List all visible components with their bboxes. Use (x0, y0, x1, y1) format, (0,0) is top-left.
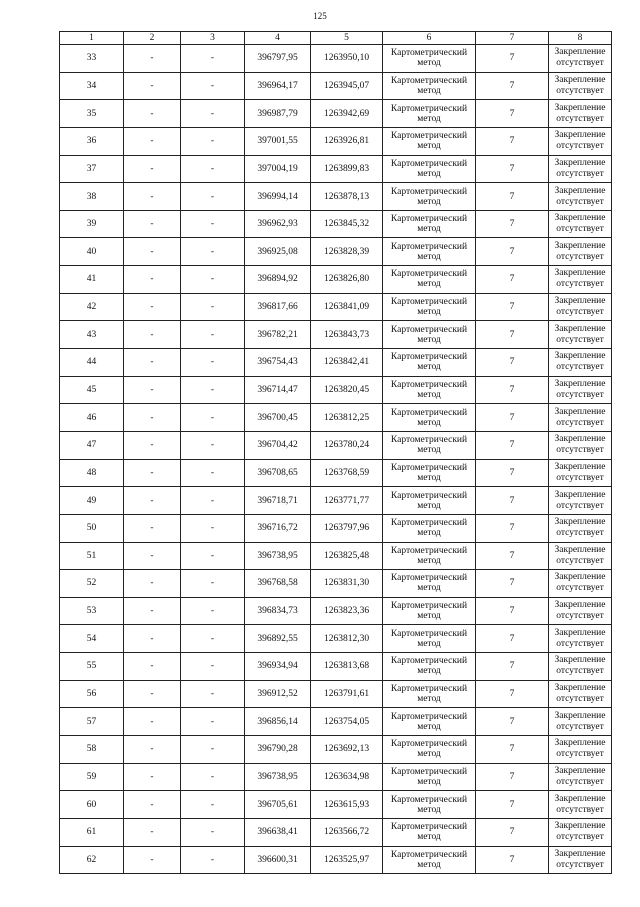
col2-cell: - (124, 72, 181, 100)
col2-cell: - (124, 183, 181, 211)
accuracy-cell: 7 (476, 210, 549, 238)
method-cell: Картометрический метод (383, 763, 476, 791)
point-number-cell: 47 (60, 431, 124, 459)
col2-cell: - (124, 127, 181, 155)
method-cell: Картометрический метод (383, 459, 476, 487)
accuracy-cell: 7 (476, 238, 549, 266)
table-row (60, 376, 612, 404)
method-cell: Картометрический метод (383, 266, 476, 294)
table-row (60, 183, 612, 211)
col3-cell: - (181, 404, 245, 432)
col2-cell: - (124, 266, 181, 294)
x-coordinate-cell: 396894,92 (245, 266, 311, 294)
x-coordinate-cell: 396856,14 (245, 708, 311, 736)
method-cell: Картометрический метод (383, 45, 476, 73)
method-cell: Картометрический метод (383, 625, 476, 653)
table-row (60, 321, 612, 349)
method-cell: Картометрический метод (383, 680, 476, 708)
x-coordinate-cell: 396704,42 (245, 431, 311, 459)
accuracy-cell: 7 (476, 72, 549, 100)
table-row (60, 45, 612, 73)
col2-cell: - (124, 846, 181, 874)
y-coordinate-cell: 1263899,83 (311, 155, 383, 183)
method-cell: Картометрический метод (383, 514, 476, 542)
accuracy-cell: 7 (476, 404, 549, 432)
x-coordinate-cell: 396768,58 (245, 570, 311, 598)
accuracy-cell: 7 (476, 321, 549, 349)
method-cell: Картометрический метод (383, 376, 476, 404)
y-coordinate-cell: 1263926,81 (311, 127, 383, 155)
col3-cell: - (181, 459, 245, 487)
table-row (60, 818, 612, 846)
accuracy-cell: 7 (476, 431, 549, 459)
y-coordinate-cell: 1263841,09 (311, 293, 383, 321)
col3-cell: - (181, 293, 245, 321)
col2-cell: - (124, 431, 181, 459)
y-coordinate-cell: 1263812,30 (311, 625, 383, 653)
accuracy-cell: 7 (476, 349, 549, 377)
col2-cell: - (124, 487, 181, 515)
col2-cell: - (124, 404, 181, 432)
x-coordinate-cell: 396782,21 (245, 321, 311, 349)
table-header-row (60, 32, 612, 45)
point-number-cell: 60 (60, 791, 124, 819)
col3-cell: - (181, 321, 245, 349)
method-cell: Картометрический метод (383, 597, 476, 625)
accuracy-cell: 7 (476, 653, 549, 681)
y-coordinate-cell: 1263843,73 (311, 321, 383, 349)
col2-cell: - (124, 763, 181, 791)
fixing-cell: Закрепление отсутствует (549, 321, 612, 349)
accuracy-cell: 7 (476, 846, 549, 874)
method-cell: Картометрический метод (383, 293, 476, 321)
point-number-cell: 43 (60, 321, 124, 349)
coordinates-table (59, 31, 612, 874)
col3-cell: - (181, 266, 245, 294)
point-number-cell: 45 (60, 376, 124, 404)
col2-cell: - (124, 736, 181, 764)
col3-cell: - (181, 72, 245, 100)
point-number-cell: 48 (60, 459, 124, 487)
col2-cell: - (124, 680, 181, 708)
col3-cell: - (181, 238, 245, 266)
y-coordinate-cell: 1263797,96 (311, 514, 383, 542)
x-coordinate-cell: 396925,08 (245, 238, 311, 266)
x-coordinate-cell: 397001,55 (245, 127, 311, 155)
y-coordinate-cell: 1263826,80 (311, 266, 383, 294)
point-number-cell: 53 (60, 597, 124, 625)
y-coordinate-cell: 1263828,39 (311, 238, 383, 266)
fixing-cell: Закрепление отсутствует (549, 791, 612, 819)
method-cell: Картометрический метод (383, 349, 476, 377)
col3-cell: - (181, 45, 245, 73)
table-row (60, 542, 612, 570)
col2-cell: - (124, 708, 181, 736)
x-coordinate-cell: 396738,95 (245, 763, 311, 791)
fixing-cell: Закрепление отсутствует (549, 72, 612, 100)
y-coordinate-cell: 1263845,32 (311, 210, 383, 238)
point-number-cell: 57 (60, 708, 124, 736)
point-number-cell: 52 (60, 570, 124, 598)
point-number-cell: 51 (60, 542, 124, 570)
fixing-cell: Закрепление отсутствует (549, 487, 612, 515)
y-coordinate-cell: 1263780,24 (311, 431, 383, 459)
point-number-cell: 50 (60, 514, 124, 542)
col2-cell: - (124, 459, 181, 487)
fixing-cell: Закрепление отсутствует (549, 625, 612, 653)
column-header: 3 (181, 32, 245, 45)
y-coordinate-cell: 1263525,97 (311, 846, 383, 874)
table-row (60, 625, 612, 653)
x-coordinate-cell: 396700,45 (245, 404, 311, 432)
col3-cell: - (181, 597, 245, 625)
col3-cell: - (181, 210, 245, 238)
x-coordinate-cell: 396714,47 (245, 376, 311, 404)
y-coordinate-cell: 1263831,30 (311, 570, 383, 598)
column-header: 4 (245, 32, 311, 45)
table-row (60, 791, 612, 819)
col3-cell: - (181, 763, 245, 791)
y-coordinate-cell: 1263825,48 (311, 542, 383, 570)
accuracy-cell: 7 (476, 376, 549, 404)
accuracy-cell: 7 (476, 266, 549, 294)
point-number-cell: 38 (60, 183, 124, 211)
col2-cell: - (124, 293, 181, 321)
col2-cell: - (124, 570, 181, 598)
col2-cell: - (124, 653, 181, 681)
accuracy-cell: 7 (476, 127, 549, 155)
table-row (60, 155, 612, 183)
method-cell: Картометрический метод (383, 100, 476, 128)
x-coordinate-cell: 396964,17 (245, 72, 311, 100)
y-coordinate-cell: 1263820,45 (311, 376, 383, 404)
col2-cell: - (124, 155, 181, 183)
col2-cell: - (124, 597, 181, 625)
x-coordinate-cell: 396797,95 (245, 45, 311, 73)
y-coordinate-cell: 1263813,68 (311, 653, 383, 681)
table-row (60, 100, 612, 128)
table-row (60, 431, 612, 459)
col3-cell: - (181, 376, 245, 404)
y-coordinate-cell: 1263634,98 (311, 763, 383, 791)
col3-cell: - (181, 349, 245, 377)
accuracy-cell: 7 (476, 459, 549, 487)
point-number-cell: 49 (60, 487, 124, 515)
x-coordinate-cell: 396718,71 (245, 487, 311, 515)
fixing-cell: Закрепление отсутствует (549, 680, 612, 708)
fixing-cell: Закрепление отсутствует (549, 763, 612, 791)
table-row (60, 487, 612, 515)
point-number-cell: 35 (60, 100, 124, 128)
col3-cell: - (181, 183, 245, 211)
col3-cell: - (181, 155, 245, 183)
fixing-cell: Закрепление отсутствует (549, 570, 612, 598)
x-coordinate-cell: 396817,66 (245, 293, 311, 321)
x-coordinate-cell: 396738,95 (245, 542, 311, 570)
point-number-cell: 46 (60, 404, 124, 432)
y-coordinate-cell: 1263950,10 (311, 45, 383, 73)
x-coordinate-cell: 396994,14 (245, 183, 311, 211)
method-cell: Картометрический метод (383, 321, 476, 349)
point-number-cell: 56 (60, 680, 124, 708)
fixing-cell: Закрепление отсутствует (549, 183, 612, 211)
y-coordinate-cell: 1263812,25 (311, 404, 383, 432)
col2-cell: - (124, 100, 181, 128)
accuracy-cell: 7 (476, 542, 549, 570)
accuracy-cell: 7 (476, 183, 549, 211)
point-number-cell: 41 (60, 266, 124, 294)
point-number-cell: 36 (60, 127, 124, 155)
table-row (60, 597, 612, 625)
x-coordinate-cell: 396987,79 (245, 100, 311, 128)
fixing-cell: Закрепление отсутствует (549, 293, 612, 321)
fixing-cell: Закрепление отсутствует (549, 404, 612, 432)
point-number-cell: 59 (60, 763, 124, 791)
accuracy-cell: 7 (476, 680, 549, 708)
fixing-cell: Закрепление отсутствует (549, 100, 612, 128)
point-number-cell: 54 (60, 625, 124, 653)
table-row (60, 846, 612, 874)
x-coordinate-cell: 396892,55 (245, 625, 311, 653)
fixing-cell: Закрепление отсутствует (549, 210, 612, 238)
fixing-cell: Закрепление отсутствует (549, 238, 612, 266)
point-number-cell: 34 (60, 72, 124, 100)
fixing-cell: Закрепление отсутствует (549, 818, 612, 846)
col2-cell: - (124, 349, 181, 377)
page-number: 125 (313, 11, 327, 21)
table-row (60, 238, 612, 266)
fixing-cell: Закрепление отсутствует (549, 376, 612, 404)
method-cell: Картометрический метод (383, 127, 476, 155)
method-cell: Картометрический метод (383, 183, 476, 211)
table-row (60, 680, 612, 708)
x-coordinate-cell: 396912,52 (245, 680, 311, 708)
accuracy-cell: 7 (476, 708, 549, 736)
y-coordinate-cell: 1263771,77 (311, 487, 383, 515)
accuracy-cell: 7 (476, 763, 549, 791)
method-cell: Картометрический метод (383, 791, 476, 819)
fixing-cell: Закрепление отсутствует (549, 736, 612, 764)
point-number-cell: 61 (60, 818, 124, 846)
col2-cell: - (124, 542, 181, 570)
method-cell: Картометрический метод (383, 487, 476, 515)
y-coordinate-cell: 1263615,93 (311, 791, 383, 819)
accuracy-cell: 7 (476, 818, 549, 846)
point-number-cell: 44 (60, 349, 124, 377)
table-row (60, 127, 612, 155)
column-header: 5 (311, 32, 383, 45)
accuracy-cell: 7 (476, 625, 549, 653)
y-coordinate-cell: 1263791,61 (311, 680, 383, 708)
col3-cell: - (181, 127, 245, 155)
accuracy-cell: 7 (476, 514, 549, 542)
fixing-cell: Закрепление отсутствует (549, 127, 612, 155)
x-coordinate-cell: 396790,28 (245, 736, 311, 764)
method-cell: Картометрический метод (383, 155, 476, 183)
col3-cell: - (181, 791, 245, 819)
table-row (60, 708, 612, 736)
x-coordinate-cell: 396600,31 (245, 846, 311, 874)
x-coordinate-cell: 396705,61 (245, 791, 311, 819)
col3-cell: - (181, 846, 245, 874)
col2-cell: - (124, 210, 181, 238)
method-cell: Картометрический метод (383, 736, 476, 764)
col2-cell: - (124, 45, 181, 73)
fixing-cell: Закрепление отсутствует (549, 597, 612, 625)
column-header: 8 (549, 32, 612, 45)
table-row (60, 293, 612, 321)
table-row (60, 404, 612, 432)
fixing-cell: Закрепление отсутствует (549, 653, 612, 681)
col3-cell: - (181, 487, 245, 515)
table-row (60, 349, 612, 377)
column-header: 6 (383, 32, 476, 45)
col2-cell: - (124, 238, 181, 266)
col2-cell: - (124, 625, 181, 653)
accuracy-cell: 7 (476, 487, 549, 515)
col3-cell: - (181, 653, 245, 681)
x-coordinate-cell: 396934,94 (245, 653, 311, 681)
col2-cell: - (124, 791, 181, 819)
method-cell: Картометрический метод (383, 238, 476, 266)
x-coordinate-cell: 396716,72 (245, 514, 311, 542)
accuracy-cell: 7 (476, 597, 549, 625)
accuracy-cell: 7 (476, 100, 549, 128)
fixing-cell: Закрепление отсутствует (549, 846, 612, 874)
y-coordinate-cell: 1263942,69 (311, 100, 383, 128)
col3-cell: - (181, 625, 245, 653)
method-cell: Картометрический метод (383, 653, 476, 681)
point-number-cell: 62 (60, 846, 124, 874)
col3-cell: - (181, 100, 245, 128)
col3-cell: - (181, 680, 245, 708)
accuracy-cell: 7 (476, 155, 549, 183)
y-coordinate-cell: 1263842,41 (311, 349, 383, 377)
x-coordinate-cell: 396754,43 (245, 349, 311, 377)
table-row (60, 570, 612, 598)
accuracy-cell: 7 (476, 293, 549, 321)
method-cell: Картометрический метод (383, 542, 476, 570)
method-cell: Картометрический метод (383, 72, 476, 100)
column-header: 2 (124, 32, 181, 45)
x-coordinate-cell: 396638,41 (245, 818, 311, 846)
column-header: 7 (476, 32, 549, 45)
y-coordinate-cell: 1263566,72 (311, 818, 383, 846)
col3-cell: - (181, 818, 245, 846)
table-row (60, 210, 612, 238)
point-number-cell: 55 (60, 653, 124, 681)
col3-cell: - (181, 431, 245, 459)
fixing-cell: Закрепление отсутствует (549, 45, 612, 73)
accuracy-cell: 7 (476, 736, 549, 764)
x-coordinate-cell: 396708,65 (245, 459, 311, 487)
method-cell: Картометрический метод (383, 708, 476, 736)
fixing-cell: Закрепление отсутствует (549, 542, 612, 570)
col2-cell: - (124, 376, 181, 404)
table-row (60, 653, 612, 681)
method-cell: Картометрический метод (383, 818, 476, 846)
y-coordinate-cell: 1263768,59 (311, 459, 383, 487)
col3-cell: - (181, 542, 245, 570)
y-coordinate-cell: 1263754,05 (311, 708, 383, 736)
point-number-cell: 40 (60, 238, 124, 266)
accuracy-cell: 7 (476, 791, 549, 819)
y-coordinate-cell: 1263823,36 (311, 597, 383, 625)
fixing-cell: Закрепление отсутствует (549, 155, 612, 183)
accuracy-cell: 7 (476, 570, 549, 598)
accuracy-cell: 7 (476, 45, 549, 73)
col3-cell: - (181, 570, 245, 598)
col2-cell: - (124, 321, 181, 349)
table-row (60, 514, 612, 542)
point-number-cell: 33 (60, 45, 124, 73)
point-number-cell: 37 (60, 155, 124, 183)
method-cell: Картометрический метод (383, 431, 476, 459)
column-header: 1 (60, 32, 124, 45)
table-row (60, 763, 612, 791)
method-cell: Картометрический метод (383, 846, 476, 874)
fixing-cell: Закрепление отсутствует (549, 266, 612, 294)
col3-cell: - (181, 736, 245, 764)
fixing-cell: Закрепление отсутствует (549, 459, 612, 487)
col2-cell: - (124, 514, 181, 542)
fixing-cell: Закрепление отсутствует (549, 514, 612, 542)
y-coordinate-cell: 1263945,07 (311, 72, 383, 100)
x-coordinate-cell: 396834,73 (245, 597, 311, 625)
col2-cell: - (124, 818, 181, 846)
x-coordinate-cell: 396962,93 (245, 210, 311, 238)
fixing-cell: Закрепление отсутствует (549, 708, 612, 736)
col3-cell: - (181, 708, 245, 736)
table-row (60, 736, 612, 764)
method-cell: Картометрический метод (383, 404, 476, 432)
point-number-cell: 42 (60, 293, 124, 321)
col3-cell: - (181, 514, 245, 542)
point-number-cell: 39 (60, 210, 124, 238)
y-coordinate-cell: 1263692,13 (311, 736, 383, 764)
method-cell: Картометрический метод (383, 570, 476, 598)
point-number-cell: 58 (60, 736, 124, 764)
y-coordinate-cell: 1263878,13 (311, 183, 383, 211)
method-cell: Картометрический метод (383, 210, 476, 238)
table-row (60, 266, 612, 294)
table-row (60, 459, 612, 487)
x-coordinate-cell: 397004,19 (245, 155, 311, 183)
fixing-cell: Закрепление отсутствует (549, 431, 612, 459)
table-row (60, 72, 612, 100)
fixing-cell: Закрепление отсутствует (549, 349, 612, 377)
